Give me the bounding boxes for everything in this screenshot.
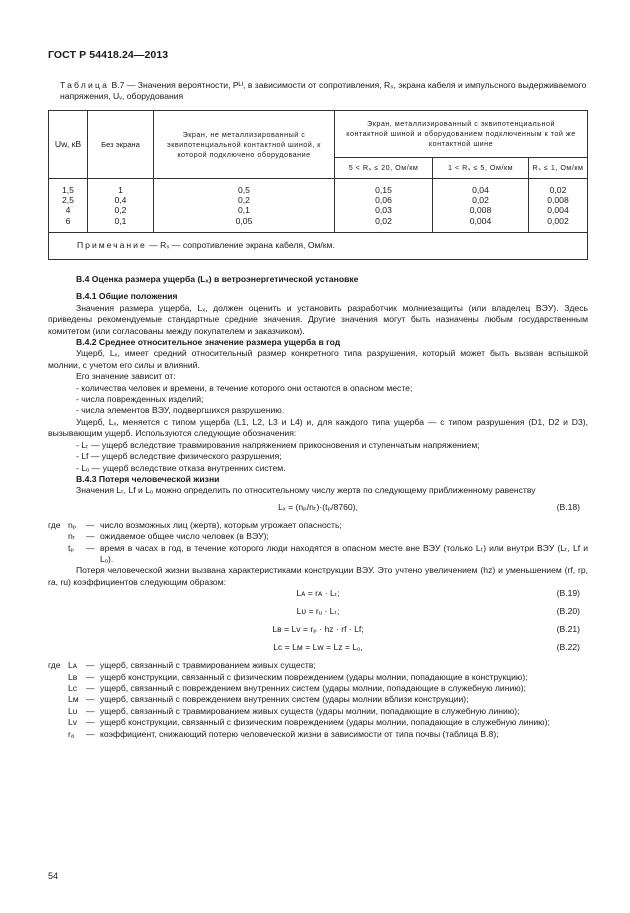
where-definition: ущерб, связанный с травмированием живых существ (удары молнии, попадающие в служебную линию); [100, 705, 520, 716]
table-cell: 0,2 [238, 195, 250, 206]
header-r-range-1: 5 < Rₛ ≤ 20, Ом/км [335, 158, 433, 179]
table-caption-text: В.7 — Значения вероятности, Pᴸᴵ, в зависимости от сопротивления, Rₛ, экрана кабеля и импульсного выдерживаемого напряжения, Uᵥ, оборудования [60, 80, 587, 102]
table-note-text: — Rₛ — сопротивление экрана кабеля, Ом/км. [146, 239, 335, 250]
list-item: - Lₜ — ущерб вследствие травмирования напряжением прикосновения и ступенчатым напряжением; [76, 439, 480, 450]
where-lead [48, 683, 68, 694]
where-item [48, 531, 588, 542]
where-symbol: nₚ [68, 519, 77, 530]
header-not-bonded: Экран, не металлизированный с эквипотенциальной контактной шиной, к которой подключено оборудование [154, 111, 335, 179]
formula-number: (В.20) [556, 606, 580, 617]
table-caption-label: Таблица [60, 80, 110, 90]
table-cell: 0,02 [472, 195, 489, 206]
table-cell: 0,04 [472, 185, 489, 195]
where-lead: где [48, 519, 61, 530]
where-dash: — [86, 682, 95, 693]
formula-number: (В.21) [556, 624, 580, 635]
table-cell: 0,06 [375, 195, 392, 206]
table-cell: 0,004 [469, 215, 492, 226]
where-definition: ущерб, связанный с повреждением внутренних систем (удары молнии вблизи конструкции); [100, 694, 469, 705]
where-symbol: nₜ [68, 531, 76, 542]
list-item: - Lₒ — ущерб вследствие отказа внутренних систем. [76, 462, 286, 473]
where-item [48, 706, 588, 717]
where-item [48, 683, 588, 694]
where-dash: — [86, 519, 95, 530]
where-symbol: Lᴍ [68, 694, 79, 705]
where-item [48, 694, 588, 705]
where-dash: — [86, 660, 95, 671]
where-lead [48, 694, 68, 705]
where-item [48, 729, 588, 740]
where-lead [48, 706, 68, 717]
where-lead [48, 531, 68, 542]
header-no-screen: Без экрана [88, 111, 154, 179]
table-cell: 0,008 [547, 195, 569, 206]
where-dash: — [86, 728, 95, 739]
where-symbol: rₐ [68, 728, 75, 739]
where-item [48, 520, 588, 531]
where-item [48, 717, 588, 728]
where-symbol: Lᴜ [68, 705, 78, 716]
table-cell: 0,008 [469, 205, 492, 216]
table-cell: 0,1 [114, 215, 127, 226]
table-cell: 4 [65, 205, 71, 216]
formula-b19 [48, 588, 588, 606]
where-dash: — [86, 671, 95, 682]
probability-table [48, 110, 588, 260]
table-caption [60, 80, 590, 103]
where-definition: ущерб, связанный с повреждением внутренних систем (удары молнии, попадающие в служебную линию); [100, 682, 526, 693]
formula-number: (В.18) [556, 501, 580, 512]
where-symbol: Lᴄ [68, 682, 78, 693]
where-definition: число возможных лиц (жертв), которым угрожает опасность; [100, 519, 342, 530]
where-dash: — [86, 542, 95, 553]
table-cell: 0,03 [375, 205, 392, 216]
where-definition: ущерб конструкции, связанный с физическим повреждением (удары молнии, попадающие в конструкцию); [100, 671, 528, 682]
table-cell: 1,5 [62, 185, 74, 195]
formula-expression: Lₓ = (nₚ/nₜ)·(tₚ/8760), [278, 501, 358, 512]
list-item: - числа элементов ВЭУ, подвергшихся разрушению. [76, 405, 285, 416]
where-lead [48, 672, 68, 683]
table-note [49, 232, 588, 259]
formula-expression: Lᴜ = rᵤ · Lₜ; [296, 606, 340, 617]
where-item [48, 660, 588, 671]
formula-number: (В.22) [556, 642, 580, 653]
where-symbol: tₚ [68, 542, 75, 553]
paragraph: Значения размера ущерба, Lₓ, должен оценить и установить разработчик молниезащиты (или владелец ВЭУ). Здесь приведены рекомендуемые стандартные средние значения. Другие значения могут быть назначены любым государственным комитетом (или согласованы между покупателем и заказчиком). [48, 302, 588, 336]
section-heading-b4: В.4 Оценка размера ущерба (Lₓ) в ветроэнергетической установке [76, 274, 359, 284]
where-definition: время в часах в год, в течение которого люди находятся в опасном месте вне ВЭУ (только Lₜ) или внутри ВЭУ (Lₜ, Lf и Lₒ). [100, 542, 588, 564]
list-item: - Lf — ущерб вследствие физического разрушения; [76, 451, 282, 462]
formula-b20 [48, 606, 588, 624]
where-lead [48, 729, 68, 740]
where-lead [48, 717, 68, 728]
where-definition: коэффициент, снижающий потерю человеческой жизни в зависимости от типа почвы (таблица В.8); [100, 728, 499, 739]
where-item [48, 543, 588, 566]
header-r-range-3: Rₛ ≤ 1, Ом/км [529, 158, 588, 179]
table-cell: 0,02 [375, 215, 392, 226]
paragraph: Ущерб, Lₓ, имеет средний относительный размер конкретного типа разрушения, который может быть вызван вспышкой молнии, с учетом его силы и влияний. [48, 348, 588, 370]
paragraph: Его значение зависит от: [76, 371, 176, 382]
table-cell: 0,002 [547, 215, 569, 226]
where-dash: — [86, 694, 95, 705]
table-cell: 0,5 [238, 185, 250, 195]
table-cell: 0,15 [375, 185, 392, 195]
table-note-label: Примечание [77, 239, 147, 250]
where-dash: — [86, 531, 95, 542]
header-r-range-2: 1 < Rₛ ≤ 5, Ом/км [433, 158, 529, 179]
formula-b22 [48, 642, 588, 660]
where-item [48, 672, 588, 683]
table-cell: 0,1 [238, 205, 250, 216]
col-r1 [335, 179, 433, 233]
formula-expression: Lʙ = Lᴠ = rₚ · hz · rf · Lf; [272, 624, 364, 635]
where-symbol: Lᴠ [68, 717, 78, 728]
page-number: 54 [48, 871, 59, 881]
formula-number: (В.19) [556, 588, 580, 599]
formula-b18 [48, 502, 588, 520]
table-cell: 0,02 [549, 185, 567, 195]
col-uw [49, 179, 88, 233]
formula-expression: Lᴀ = rᴀ · Lₜ; [296, 588, 340, 599]
table-cell: 0,2 [114, 205, 127, 216]
where-definition: ущерб конструкции, связанный с физическим повреждением (удары молнии, попадающие в служебную линию); [100, 717, 550, 728]
header-uw: Uw, кВ [49, 111, 88, 179]
paragraph: Ущерб, Lₓ, меняется с типом ущерба (L1, L2, L3 и L4) и, для каждого типа ущерба — с типом разрушения (D1, D2 и D3), вызывающим ущерб. Используются следующие обозначения: [48, 416, 588, 439]
table-cell: 0,05 [235, 215, 253, 226]
list-item: - количества человек и времени, в течение которого они остаются в опасном месте; [76, 382, 413, 393]
document-header: ГОСТ Р 54418.24—2013 [48, 49, 169, 61]
where-lead: где [48, 660, 61, 671]
col-not-bonded [154, 179, 335, 233]
list-item: - числа поврежденных изделий; [76, 394, 204, 405]
table-cell: 2,5 [62, 195, 74, 206]
table-cell: 0,4 [114, 195, 127, 206]
paragraph: Значения Lₜ, Lf и Lₒ можно определить по относительному числу жертв по следующему приближенному равенству [76, 485, 536, 496]
where-definition: ущерб, связанный с травмированием живых существ; [100, 660, 316, 671]
where-definition: ожидаемое общее число человек (в ВЭУ); [100, 531, 269, 542]
where-dash: — [86, 717, 95, 728]
where-symbol: Lʙ [68, 671, 78, 682]
col-r3 [529, 179, 588, 233]
section-heading-b43: В.4.3 Потеря человеческой жизни [76, 473, 220, 484]
where-lead [48, 543, 68, 566]
table-cell: 1 [118, 185, 123, 195]
paragraph: Потеря человеческой жизни вызвана характеристиками конструкции ВЭУ. Это учтено увеличением (hz) и уменьшением (rf, rp, ra, ru) коэффициентов следующим образом: [48, 565, 588, 587]
section-heading-b41: В.4.1 Общие положения [76, 291, 178, 302]
section-heading-b42: В.4.2 Среднее относительное значение размера ущерба в год [76, 337, 341, 348]
where-symbol: Lᴀ [68, 660, 78, 671]
table-cell: 0,004 [547, 205, 569, 216]
header-bonded: Экран, металлизированный с эквипотенциальной контактной шиной и оборудованием подключенным к той же контактной шине [335, 111, 588, 158]
where-dash: — [86, 705, 95, 716]
col-r2 [433, 179, 529, 233]
formula-expression: Lᴄ = Lᴍ = Lᴡ = Lᴢ = Lₒ, [273, 642, 363, 653]
body-text [48, 274, 588, 740]
col-no-screen [88, 179, 154, 233]
formula-b21 [48, 624, 588, 642]
table-cell: 6 [65, 215, 71, 226]
